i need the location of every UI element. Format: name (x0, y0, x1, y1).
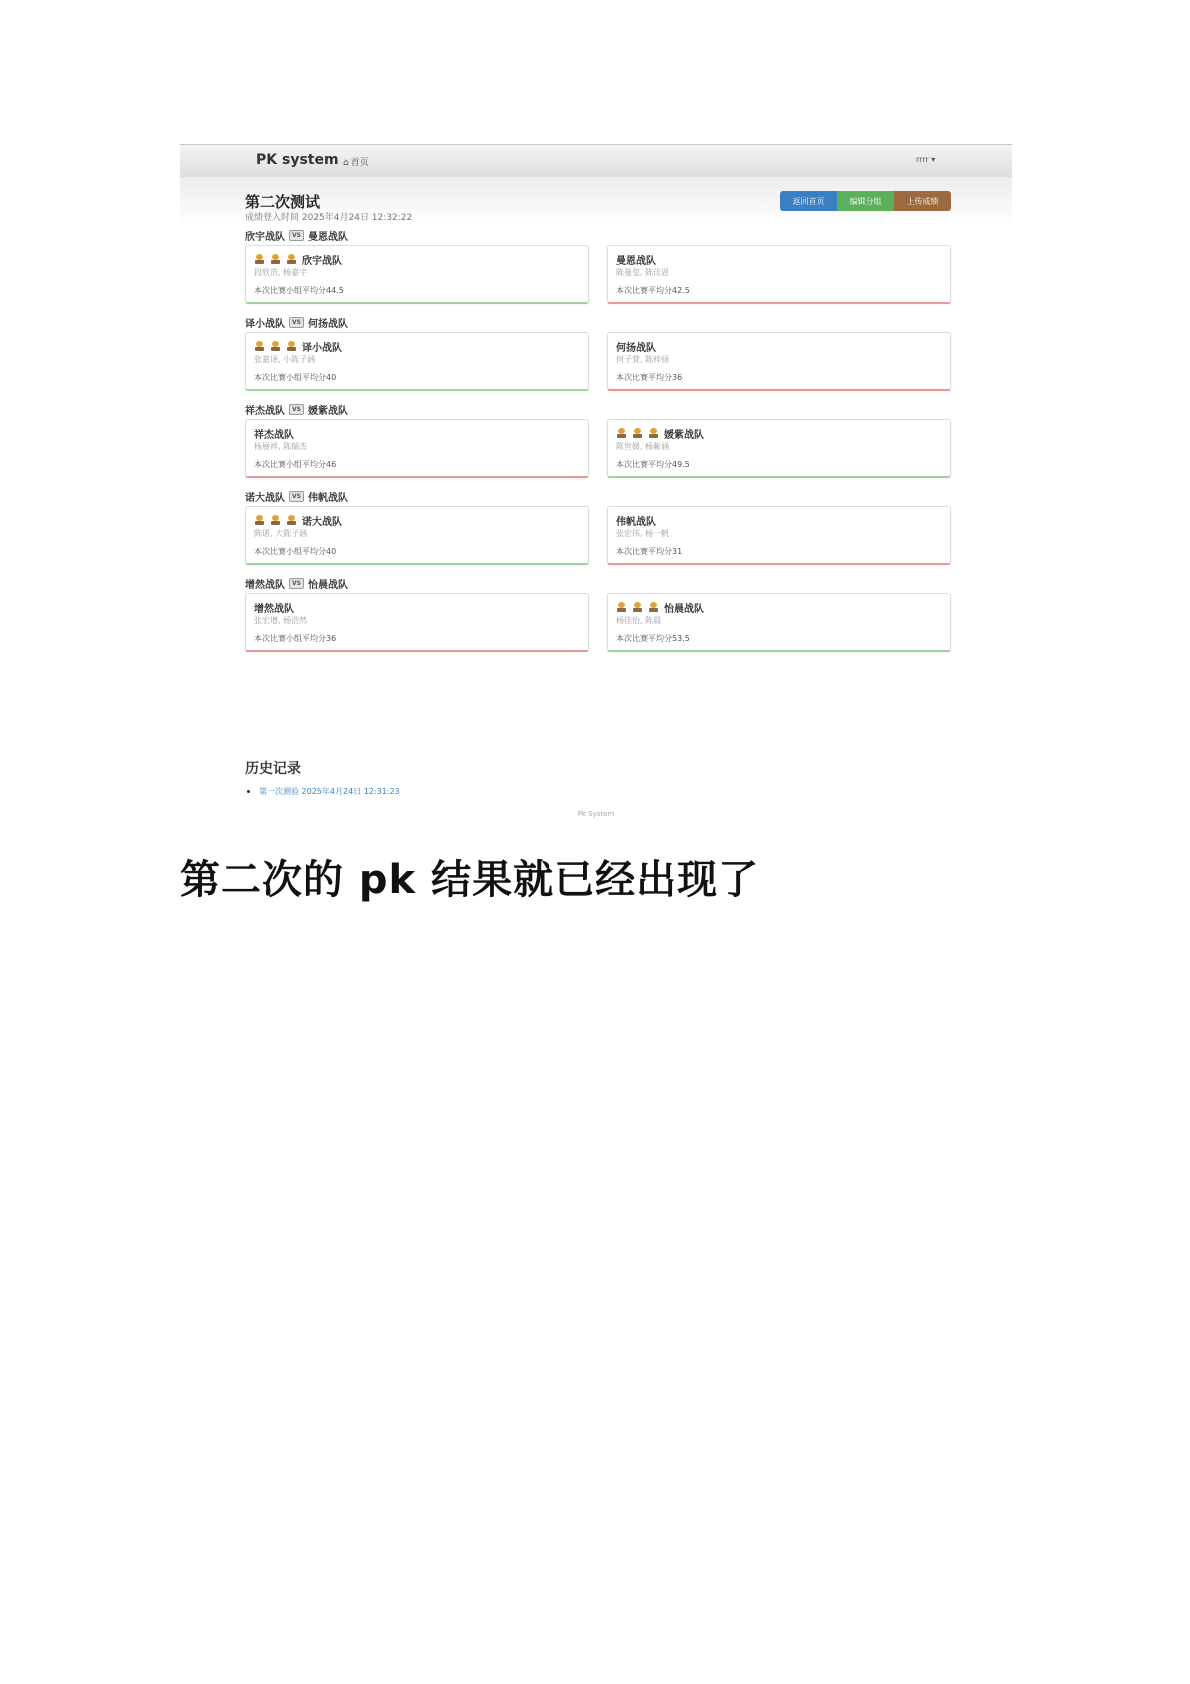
team-name-label: 何扬战队 (616, 343, 656, 354)
team-score: 本次比赛平均分36 (616, 373, 683, 382)
team-members: 张宏增, 杨浩然 (254, 616, 308, 625)
team-name (254, 426, 294, 441)
team-members: 何子萱, 陈梓扬 (616, 355, 670, 364)
caption: 第二次的 pk 结果就已经出现了 (180, 857, 760, 903)
team-members: 陈曼玺, 陈佳恩 (616, 268, 670, 277)
back-home-button[interactable]: 返回首页 (780, 191, 837, 211)
team-name (616, 426, 704, 441)
team-name-label: 怡晨战队 (664, 604, 704, 615)
trophy-icon (254, 515, 265, 526)
matchup-heading (245, 576, 348, 591)
trophy-icon (286, 254, 297, 265)
trophy-icon (286, 341, 297, 352)
vs-icon: VS (289, 317, 304, 328)
navbar (180, 144, 1012, 178)
team-card (245, 332, 589, 391)
team-card (245, 593, 589, 652)
vs-icon: VS (289, 578, 304, 589)
matchup-team-a: 增然战队 (245, 580, 285, 591)
history-link[interactable]: 第一次测验 2025年4月24日 12:31:23 (259, 787, 400, 796)
brand[interactable]: PK system (256, 152, 339, 168)
team-name (254, 513, 342, 528)
trophy-icon (286, 515, 297, 526)
team-name-label: 伟帆战队 (616, 517, 656, 528)
trophy-icon (632, 602, 643, 613)
team-members: 张嘉译, 小陈子涵 (254, 355, 316, 364)
team-name (616, 600, 704, 615)
footer: Pk System (577, 810, 615, 818)
team-name-label: 曼恩战队 (616, 256, 656, 267)
nav-home-link[interactable] (343, 155, 369, 168)
matchup-heading (245, 315, 348, 330)
matchup-team-b: 怡晨战队 (307, 580, 348, 591)
matchup-team-a: 祥杰战队 (245, 406, 285, 417)
team-name (254, 600, 294, 615)
matchup-team-a: 欣宇战队 (245, 232, 285, 243)
team-name-label: 译小战队 (302, 343, 342, 354)
vs-icon: VS (289, 404, 304, 415)
trophy-icon (270, 254, 281, 265)
team-members: 杨佳怡, 陈晨 (616, 616, 662, 625)
team-card (607, 506, 951, 565)
team-name-label: 媛紫战队 (664, 430, 704, 441)
history-title: 历史记录 (245, 761, 301, 777)
trophy-icon (648, 602, 659, 613)
team-name-label: 诺大战队 (302, 517, 342, 528)
team-score: 本次比赛平均分31 (616, 547, 683, 556)
team-card (607, 245, 951, 304)
team-name (616, 513, 656, 528)
team-name-label: 祥杰战队 (254, 430, 294, 441)
trophy-icon (270, 515, 281, 526)
matchup-team-a: 译小战队 (245, 319, 285, 330)
matchup-team-b: 伟帆战队 (307, 493, 348, 504)
matchup-heading (245, 402, 348, 417)
team-score: 本次比赛小组平均分46 (254, 460, 337, 469)
matchup-team-b: 曼恩战队 (307, 232, 348, 243)
team-name (254, 252, 342, 267)
action-button-group (780, 191, 951, 211)
team-score: 本次比赛小组平均分36 (254, 634, 337, 643)
team-card (607, 593, 951, 652)
matchup-team-a: 诺大战队 (245, 493, 285, 504)
team-score: 本次比赛小组平均分40 (254, 373, 337, 382)
user-menu[interactable]: rrrr ▾ (916, 155, 936, 164)
vs-icon: VS (289, 230, 304, 241)
team-card (245, 419, 589, 478)
app-screenshot (180, 144, 1012, 824)
team-score: 本次比赛小组平均分44.5 (254, 286, 344, 295)
history-list-item (245, 786, 400, 797)
bullet (247, 790, 250, 793)
matchup-heading (245, 489, 348, 504)
team-name-label: 欣宇战队 (302, 256, 342, 267)
score-entry-time: 成绩登入时间 2025年4月24日 12:32:22 (245, 213, 413, 223)
edit-groups-button[interactable]: 编辑分组 (837, 191, 894, 211)
nav-home-label: 首页 (350, 158, 369, 168)
team-score: 本次比赛平均分42.5 (616, 286, 690, 295)
vs-icon: VS (289, 491, 304, 502)
trophy-icon (616, 602, 627, 613)
team-name (616, 339, 656, 354)
team-card (607, 419, 951, 478)
team-members: 陈世媛, 杨紫涵 (616, 442, 670, 451)
team-members: 段欣浩, 杨嘉宇 (254, 268, 308, 277)
trophy-icon (270, 341, 281, 352)
matchup-team-b: 何扬战队 (307, 319, 348, 330)
team-card (245, 245, 589, 304)
trophy-icon (616, 428, 627, 439)
trophy-icon (254, 341, 265, 352)
upload-scores-button[interactable]: 上传成绩 (894, 191, 951, 211)
team-card (245, 506, 589, 565)
team-members: 陈诺, 大陈子涵 (254, 529, 308, 538)
trophy-icon (632, 428, 643, 439)
matchup-heading (245, 228, 348, 243)
team-members: 杨展祥, 陈瑞杰 (254, 442, 308, 451)
team-score: 本次比赛平均分53.5 (616, 634, 690, 643)
team-name (616, 252, 656, 267)
team-name (254, 339, 342, 354)
team-card (607, 332, 951, 391)
home-icon: ⌂ (343, 158, 349, 168)
page-title: 第二次测试 (245, 193, 321, 211)
trophy-icon (254, 254, 265, 265)
team-score: 本次比赛平均分49.5 (616, 460, 690, 469)
team-score: 本次比赛小组平均分40 (254, 547, 337, 556)
matchup-team-b: 媛紫战队 (307, 406, 348, 417)
team-members: 张宏伟, 杨一帆 (616, 529, 670, 538)
trophy-icon (648, 428, 659, 439)
team-name-label: 增然战队 (254, 604, 294, 615)
